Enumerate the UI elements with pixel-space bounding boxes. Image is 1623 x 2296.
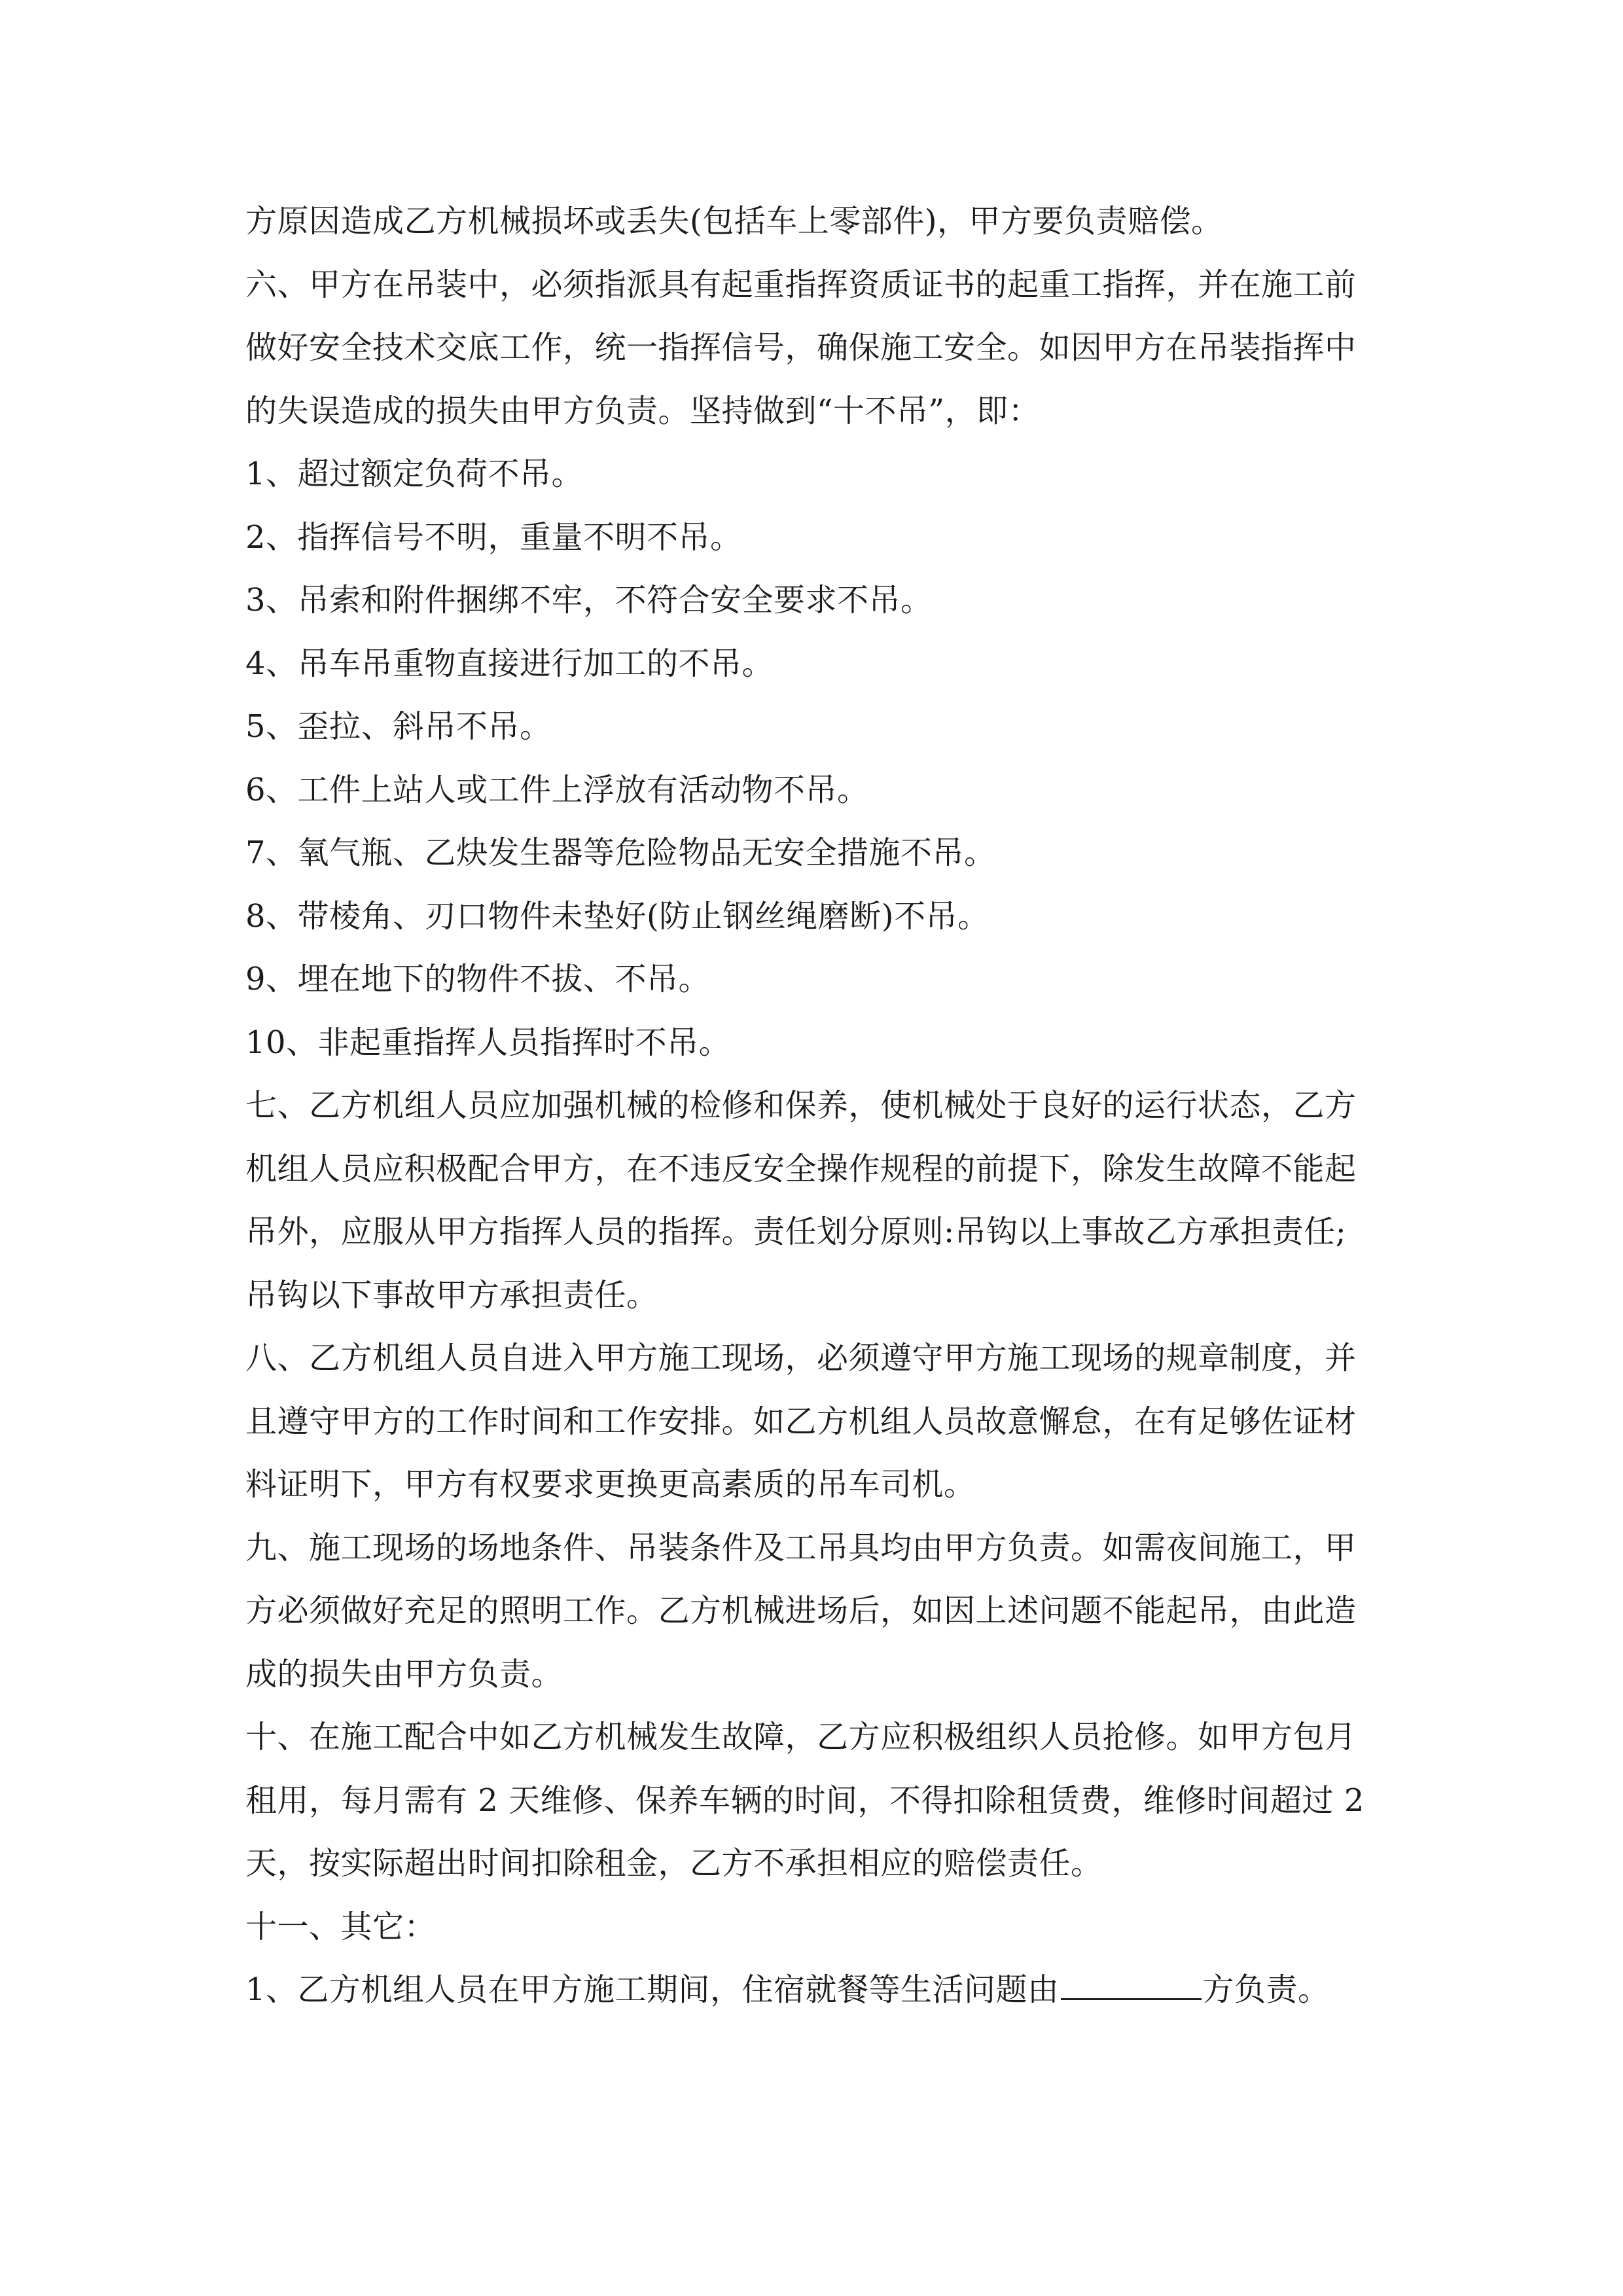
text-line: 吊钩以下事故甲方承担责任。 <box>245 1276 658 1314</box>
text-line: 吊外，应服从甲方指挥人员的指挥。责任划分原则:吊钩以上事故乙方承担责任; <box>245 1213 1347 1250</box>
text-line: 料证明下，甲方有权要求更换更高素质的吊车司机。 <box>245 1466 976 1503</box>
text-line: 机组人员应积极配合甲方，在不违反安全操作规程的前提下，除发生故障不能起 <box>245 1150 1357 1187</box>
fill-in-blank[interactable] <box>1061 1965 1202 2000</box>
list-item: 7、氧气瓶、乙炔发生器等危险物品无安全措施不吊。 <box>245 834 996 871</box>
document-body <box>245 190 1381 2022</box>
list-item: 9、埋在地下的物件不拔、不吊。 <box>245 961 711 997</box>
list-item: 1、超过额定负荷不吊。 <box>245 456 584 492</box>
list-item: 6、工件上站人或工件上浮放有活动物不吊。 <box>245 771 869 808</box>
text-line: 且遵守甲方的工作时间和工作安排。如乙方机组人员故意懈怠，在有足够佐证材 <box>245 1403 1357 1440</box>
list-item-with-blank <box>245 1958 1381 2022</box>
text-line: 成的损失由甲方负责。 <box>245 1655 563 1693</box>
text-before-blank: 1、乙方机组人员在甲方施工期间，住宿就餐等生活问题由 <box>245 1971 1060 2008</box>
list-item: 8、带棱角、刃口物件未垫好(防止钢丝绳磨断)不吊。 <box>245 897 990 935</box>
text-line: 的失误造成的损失由甲方负责。坚持做到“十不吊”，即： <box>245 392 1041 429</box>
list-item: 3、吊索和附件捆绑不牢，不符合安全要求不吊。 <box>245 582 933 619</box>
text-line: 天，按实际超出时间扣除租金，乙方不承担相应的赔偿责任。 <box>245 1845 1103 1882</box>
text-line: 九、施工现场的场地条件、吊装条件及工吊具均由甲方负责。如需夜间施工，甲 <box>245 1529 1357 1566</box>
list-item: 10、非起重指挥人员指挥时不吊。 <box>245 1024 731 1061</box>
text-line: 八、乙方机组人员自进入甲方施工现场，必须遵守甲方施工现场的规章制度，并 <box>245 1340 1357 1376</box>
section-heading: 十一、其它： <box>245 1908 437 1945</box>
text-line: 租用，每月需有 2 天维修、保养车辆的时间，不得扣除租赁费，维修时间超过 2 <box>245 1782 1364 1819</box>
text-line: 七、乙方机组人员应加强机械的检修和保养，使机械处于良好的运行状态，乙方 <box>245 1087 1357 1124</box>
text-line: 方必须做好充足的照明工作。乙方机械进场后，如因上述问题不能起吊，由此造 <box>245 1592 1357 1629</box>
text-line: 做好安全技术交底工作，统一指挥信号，确保施工安全。如因甲方在吊装指挥中 <box>245 329 1357 366</box>
text-line: 方原因造成乙方机械损坏或丢失(包括车上零部件)，甲方要负责赔偿。 <box>245 203 1223 240</box>
text-line: 六、甲方在吊装中，必须指派具有起重指挥资质证书的起重工指挥，并在施工前 <box>245 266 1357 303</box>
list-item: 5、歪拉、斜吊不吊。 <box>245 708 552 745</box>
text-line: 十、在施工配合中如乙方机械发生故障，乙方应积极组织人员抢修。如甲方包月 <box>245 1719 1357 1755</box>
list-item: 2、指挥信号不明，重量不明不吊。 <box>245 518 742 556</box>
text-after-blank: 方负责。 <box>1202 1971 1330 2008</box>
list-item: 4、吊车吊重物直接进行加工的不吊。 <box>245 645 774 682</box>
